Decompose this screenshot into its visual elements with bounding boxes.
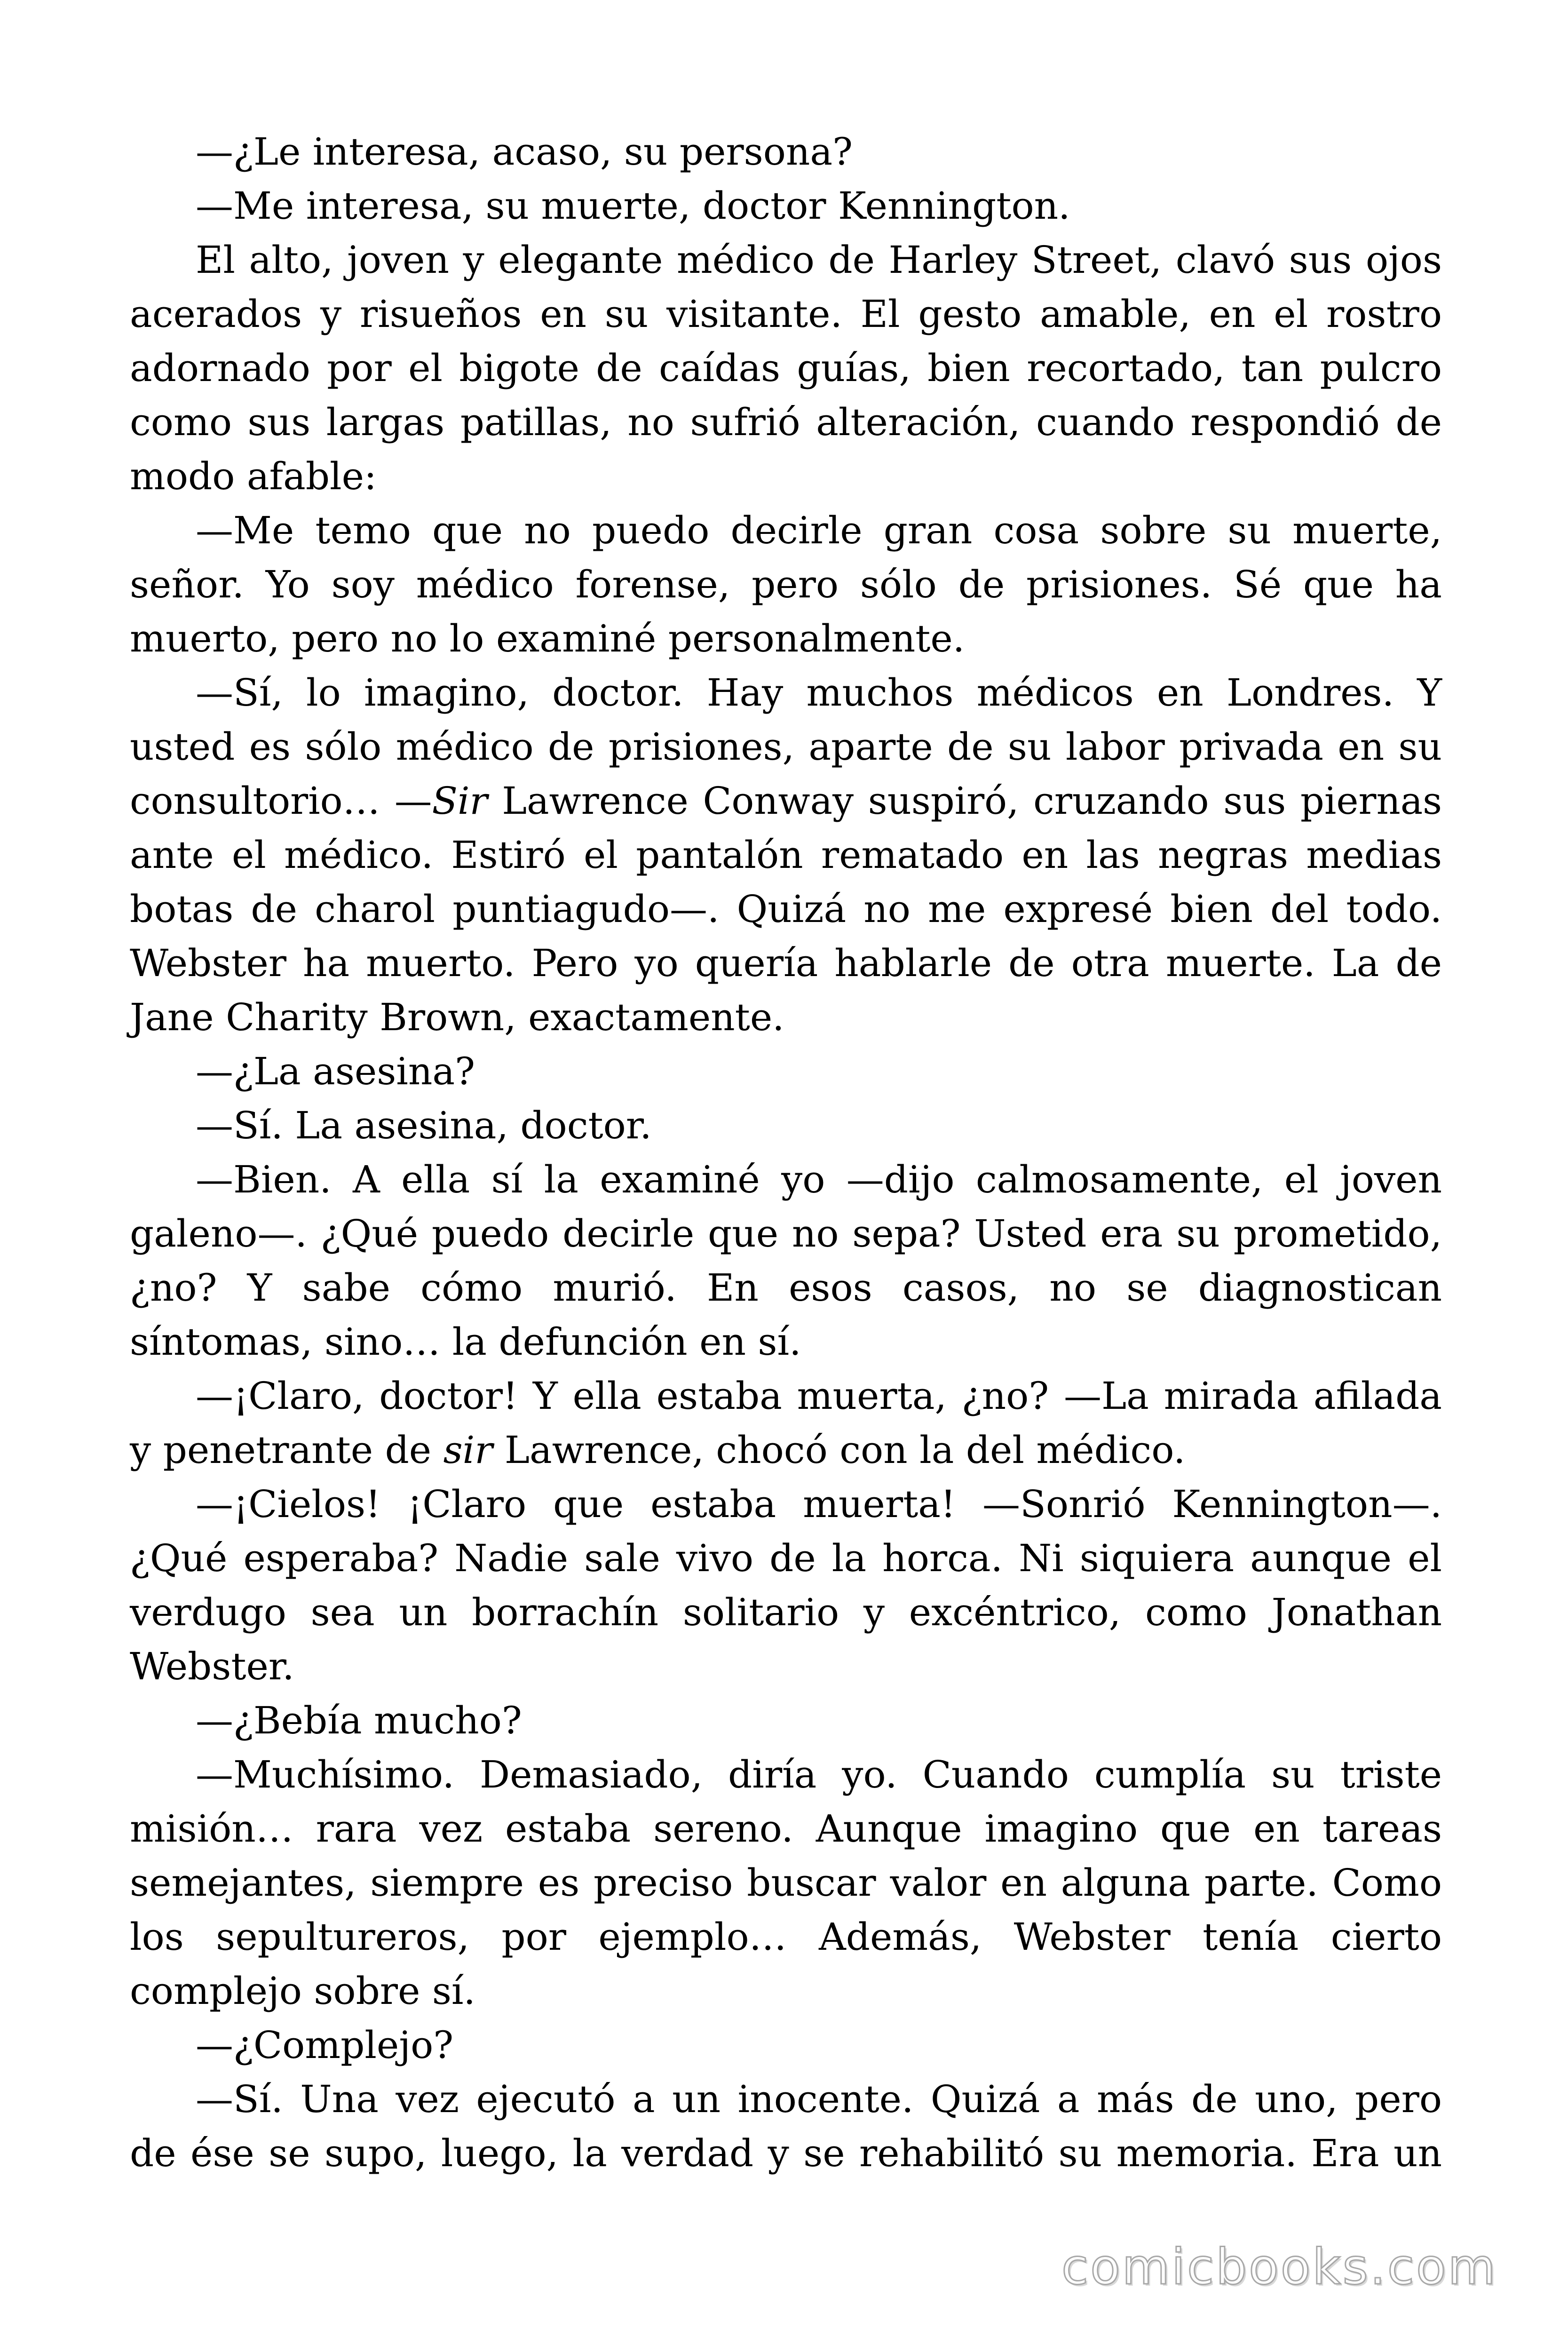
text-segment: Webster ha muerto. Pero yo quería hablarle de otra muerte. La de [130, 941, 1442, 985]
text-line [130, 1910, 1442, 1964]
book-page-text [130, 125, 1442, 2180]
text-segment: —¿Bebía mucho? [196, 1699, 522, 1742]
text-segment: botas de charol puntiagudo—. Quizá no me expresé bien del todo. [130, 887, 1442, 931]
text-line [130, 1261, 1442, 1315]
text-segment: misión… rara vez estaba sereno. Aunque imagino que en tareas [130, 1807, 1442, 1851]
text-segment: síntomas, sino… la defunción en sí. [130, 1320, 801, 1364]
text-segment: usted es sólo médico de prisiones, aparte de su labor privada en su [130, 725, 1442, 769]
text-segment: —¿La asesina? [196, 1049, 475, 1093]
text-segment: acerados y risueños en su visitante. El gesto amable, en el rostro [130, 292, 1442, 336]
text-segment: ¿Qué esperaba? Nadie sale vivo de la horca. Ni siquiera aunque el [130, 1536, 1442, 1580]
text-segment: señor. Yo soy médico forense, pero sólo de prisiones. Sé que ha [130, 563, 1442, 606]
text-line [130, 1639, 1442, 1693]
text-segment: —¡Claro, doctor! Y ella estaba muerta, ¿no? —La mirada afilada [196, 1374, 1442, 1418]
watermark-logo: comicbooks.com [1061, 2238, 1497, 2296]
text-line [130, 503, 1442, 557]
text-line [130, 2126, 1442, 2180]
text-line [130, 1856, 1442, 1910]
text-line [130, 287, 1442, 341]
text-line [130, 936, 1442, 990]
text-line [130, 828, 1442, 882]
text-line [130, 557, 1442, 612]
text-line [130, 990, 1442, 1044]
text-line [130, 666, 1442, 720]
text-segment: Lawrence Conway suspiró, cruzando sus piernas [487, 779, 1442, 823]
text-line [130, 2018, 1442, 2072]
text-line [130, 1369, 1442, 1423]
text-segment: de ése se supo, luego, la verdad y se rehabilitó su memoria. Era un [130, 2131, 1442, 2175]
text-line [130, 1315, 1442, 1369]
text-segment: semejantes, siempre es preciso buscar valor en alguna parte. Como [130, 1861, 1442, 1905]
text-line [130, 1802, 1442, 1856]
text-line [130, 341, 1442, 395]
text-segment-italic: sir [443, 1428, 493, 1472]
text-line [130, 125, 1442, 179]
text-line [130, 1477, 1442, 1531]
text-segment: —Me temo que no puedo decirle gran cosa sobre su muerte, [196, 509, 1442, 552]
text-segment: verdugo sea un borrachín solitario y excéntrico, como Jonathan [130, 1590, 1442, 1634]
text-segment-italic: Sir [432, 779, 488, 823]
text-segment: —Muchísimo. Demasiado, diría yo. Cuando cumplía su triste [196, 1753, 1442, 1796]
text-segment: El alto, joven y elegante médico de Harley Street, clavó sus ojos [196, 238, 1442, 282]
text-segment: galeno—. ¿Qué puedo decirle que no sepa? Usted era su prometido, [130, 1212, 1442, 1255]
text-line [130, 233, 1442, 287]
text-line [130, 395, 1442, 449]
text-line [130, 2072, 1442, 2126]
text-segment: los sepultureros, por ejemplo… Además, Webster tenía cierto [130, 1915, 1442, 1959]
text-line [130, 720, 1442, 774]
text-line [130, 1585, 1442, 1639]
text-segment: —Sí, lo imagino, doctor. Hay muchos médicos en Londres. Y [196, 671, 1442, 715]
text-line [130, 1964, 1442, 2018]
text-segment: —Sí. La asesina, doctor. [196, 1104, 652, 1147]
text-line [130, 1098, 1442, 1152]
text-segment: —¿Complejo? [196, 2023, 454, 2067]
text-segment: ante el médico. Estiró el pantalón rematado en las negras medias [130, 833, 1442, 877]
text-line [130, 1748, 1442, 1802]
text-segment: —Sí. Una vez ejecutó a un inocente. Quizá a más de uno, pero [196, 2077, 1442, 2121]
text-segment: consultorio… — [130, 779, 432, 823]
text-line [130, 1693, 1442, 1748]
text-segment: modo afable: [130, 454, 377, 498]
text-line [130, 612, 1442, 666]
text-line [130, 1152, 1442, 1207]
text-segment: como sus largas patillas, no sufrió alteración, cuando respondió de [130, 400, 1442, 444]
text-line [130, 774, 1442, 828]
text-line [130, 882, 1442, 936]
text-line [130, 449, 1442, 503]
text-segment: y penetrante de [130, 1428, 443, 1472]
text-segment: Lawrence, chocó con la del médico. [492, 1428, 1186, 1472]
text-segment: —Me interesa, su muerte, doctor Kennington. [196, 184, 1070, 228]
text-line [130, 1044, 1442, 1098]
text-segment: —¿Le interesa, acaso, su persona? [196, 130, 853, 174]
text-segment: —Bien. A ella sí la examiné yo —dijo calmosamente, el joven [196, 1158, 1442, 1201]
text-segment: Webster. [130, 1645, 294, 1688]
text-line [130, 1207, 1442, 1261]
text-line [130, 179, 1442, 233]
text-segment: —¡Cielos! ¡Claro que estaba muerta! —Sonrió Kennington—. [196, 1482, 1442, 1526]
text-segment: muerto, pero no lo examiné personalmente. [130, 617, 965, 660]
text-line [130, 1423, 1442, 1477]
text-segment: Jane Charity Brown, exactamente. [130, 995, 784, 1039]
text-segment: adornado por el bigote de caídas guías, bien recortado, tan pulcro [130, 346, 1442, 390]
text-line [130, 1531, 1442, 1585]
text-segment: ¿no? Y sabe cómo murió. En esos casos, no se diagnostican [130, 1266, 1442, 1310]
text-segment: complejo sobre sí. [130, 1969, 475, 2013]
